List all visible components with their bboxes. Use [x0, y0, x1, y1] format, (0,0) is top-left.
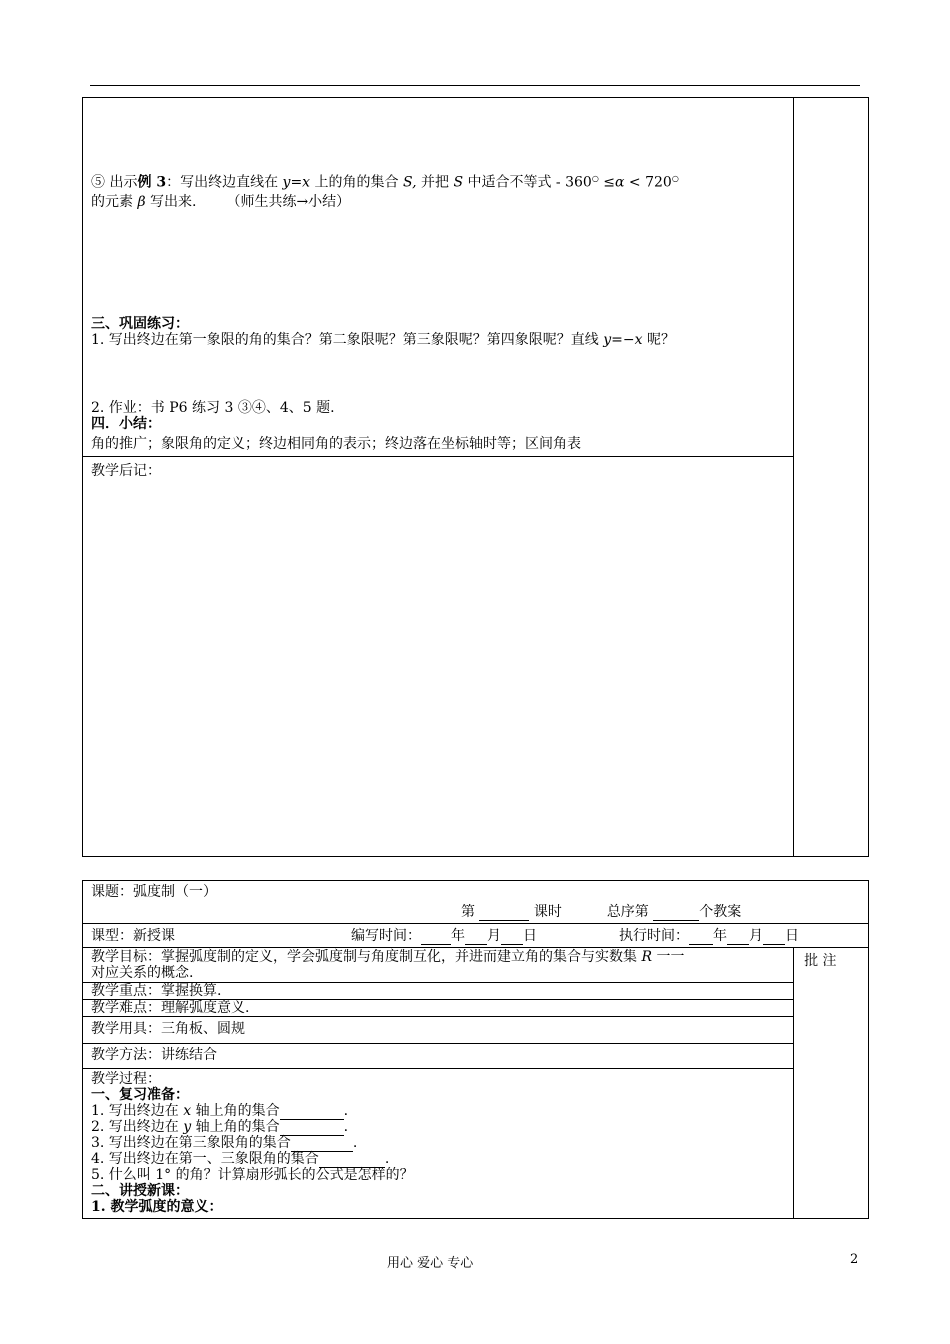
goal-cell [83, 948, 794, 983]
postscript-label: 教学后记： [91, 463, 161, 479]
page-number: 2 [850, 1252, 859, 1267]
new-lesson-item-1: 1. 教学弧度的意义： [91, 1199, 223, 1215]
compile-time: 编写时间： 年 月 日 [351, 928, 537, 944]
teaching-goal-line2: 对应关系的概念. [91, 965, 194, 981]
lesson-type: 课型：新授课 [91, 928, 175, 944]
review-item-4: 4. 写出终边在第一、三象限角的集合 . [91, 1151, 390, 1167]
practice-item-1: 1. 写出终边在第一象限的角的集合？第二象限呢？第三象限呢？第四象限呢？直线 y=−x 呢？ [91, 332, 675, 348]
remark-label: 批 注 [804, 953, 837, 969]
practice-item-2: 2. 作业：书 P6 练习 3 ③④、4、5 题. [91, 400, 335, 416]
review-heading: 一、复习准备： [91, 1087, 189, 1103]
review-item-2: 2. 写出终边在 y 轴上角的集合 . [91, 1119, 349, 1135]
process-label: 教学过程： [91, 1071, 161, 1087]
example3-line2: 的元素 β 写出来. （师生共练→小结） [91, 194, 351, 210]
difficulty-cell [83, 1000, 794, 1017]
example3-line1: ⑤ 出示例 3：写出终边直线在 y=x 上的角的集合 S, 并把 S 中适合不等式 - 360○ ≤α < 720○ [91, 174, 679, 191]
review-item-5: 5. 什么叫 1° 的角？计算扇形弧长的公式是怎样的？ [91, 1167, 414, 1183]
lesson-title: 课题：弧度制（一） [91, 884, 217, 900]
header-rule [90, 85, 860, 86]
lesson-title-cell [83, 881, 869, 924]
lesson-table-new [82, 880, 869, 1219]
footer-motto: 用心 爱心 专心 [387, 1256, 474, 1271]
key-point: 教学重点：掌握换算. [91, 983, 222, 999]
summary-text: 角的推广；象限角的定义；终边相同角的表示；终边落在坐标轴时等；区间角表 [91, 436, 581, 452]
method-cell [83, 1044, 794, 1069]
teaching-tools: 教学用具：三角板、圆规 [91, 1021, 245, 1037]
new-lesson-heading: 二、讲授新课： [91, 1183, 189, 1199]
review-item-1: 1. 写出终边在 x 轴上角的集合 . [91, 1103, 349, 1119]
remark-column-2 [794, 948, 869, 1219]
process-cell [83, 1069, 794, 1219]
exec-time: 执行时间： 年 月 日 [619, 928, 799, 944]
difficulty: 教学难点：理解弧度意义. [91, 1000, 250, 1016]
lesson-meta-cell [83, 924, 869, 948]
summary-heading: 四．小结： [91, 416, 161, 432]
key-point-cell [83, 983, 794, 1000]
teaching-goal: 教学目标：掌握弧度制的定义，学会弧度制与角度制互化，并进而建立角的集合与实数集 R 一一 [91, 949, 685, 965]
teaching-method: 教学方法：讲练结合 [91, 1047, 217, 1063]
period-info: 第 课时 总序第 个教案 [461, 904, 742, 920]
practice-heading: 三、巩固练习： [91, 316, 189, 332]
postscript-cell [83, 457, 794, 857]
review-item-3: 3. 写出终边在第三象限角的集合 . [91, 1135, 358, 1151]
lesson-table-continued [82, 97, 869, 857]
content-cell [83, 98, 794, 457]
tools-cell [83, 1017, 794, 1044]
remark-column [794, 98, 869, 857]
